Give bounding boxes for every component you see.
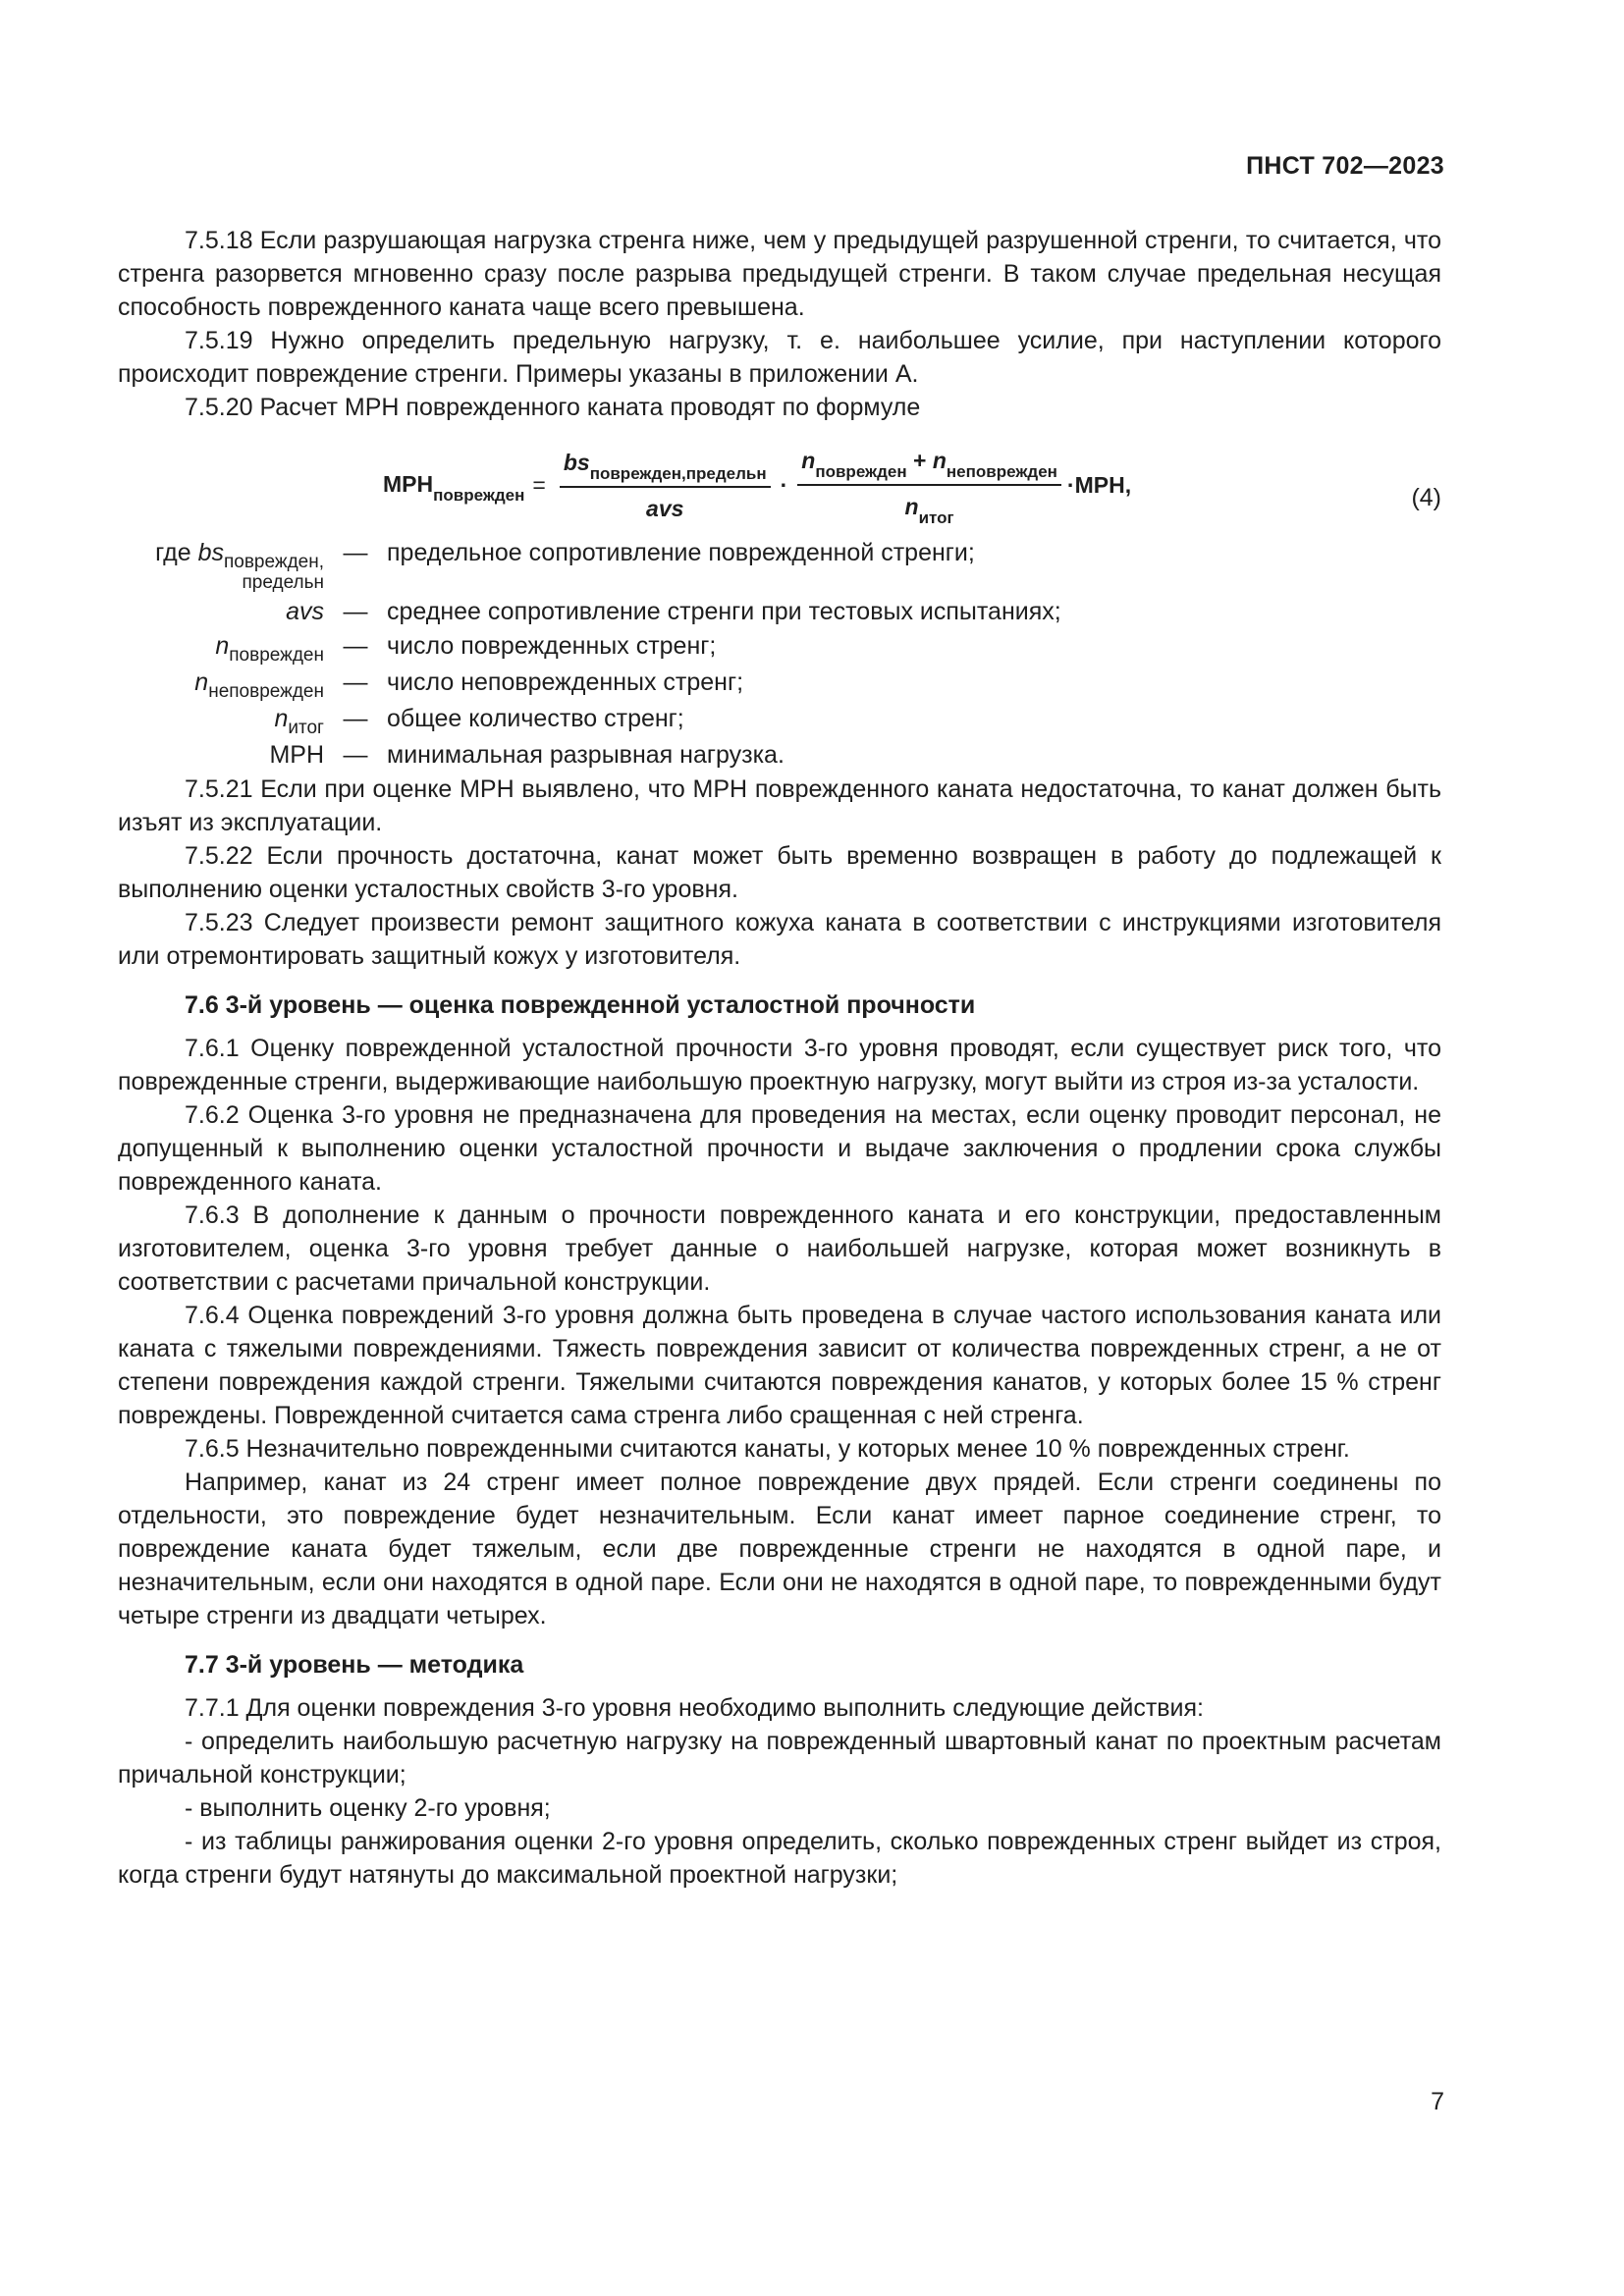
section-heading-7-7: 7.7 3-й уровень — методика xyxy=(185,1651,524,1679)
formula-tail: ·МРН, xyxy=(1066,472,1132,498)
formula-fraction-1: $\frac{bs_{поврежден,предельн}}{\text{avs}}$ xyxy=(560,446,771,525)
paragraph-7-6-2: 7.6.2 Оценка 3-го уровня не предназначена для проведения на местах, если оценку проводит персонал, не допущенный к выполнению оценки усталостной прочности и выдаче заключения о продлении срока службы поврежденного каната. xyxy=(118,1101,1441,1196)
legend-item: где $bs_{поврежден,}$ предельн — предельное сопротивление поврежденной стренги; xyxy=(155,539,975,593)
list-item: - выполнить оценку 2-го уровня; xyxy=(185,1794,551,1822)
legend-item: $n_{итог}$ — общее количество стренг; xyxy=(274,705,684,738)
paragraph-7-5-18: 7.5.18 Если разрушающая нагрузка стренга ниже, чем у предыдущей разрушенной стренги, то считается, что стренга разорвется мгновенно сразу после разрыва предыдущей стренги. В таком случае предельная несущая способность поврежденного каната чаще всего превышена. xyxy=(118,227,1441,321)
formula-legend xyxy=(118,536,1441,773)
formula-expression xyxy=(383,444,1131,526)
paragraph-7-6-4: 7.6.4 Оценка повреждений 3-го уровня должна быть проведена в случае частого использования каната или каната с тяжелыми повреждениями. Тяжесть повреждения зависит от количества поврежденных стренг, а не от степени повреждения каждой стренги. Тяжелыми считаются повреждения канатов, у которых более 15 % стренг повреждены. Поврежденной считается сама стренга либо сращенная с ней стренга. xyxy=(118,1302,1441,1429)
formula-equals: = xyxy=(532,472,546,498)
formula-number: (4) xyxy=(1411,484,1441,511)
paragraph-7-5-21: 7.5.21 Если при оценке МРН выявлено, что МРН поврежденного каната недостаточна, то канат должен быть изъят из эксплуатации. xyxy=(118,775,1441,836)
list-item: - из таблицы ранжирования оценки 2-го уровня определить, сколько поврежденных стренг выйдет из строя, когда стренги будут натянуты до максимальной проектной нагрузки; xyxy=(118,1828,1441,1889)
paragraph-example: Например, канат из 24 стренг имеет полное повреждение двух прядей. Если стренги соединены по отдельности, это повреждение будет незначительным. Если канат имеет парное соединение стренг, то повреждение каната будет тяжелым, если две поврежденные стренги не находятся в одной паре, и незначительным, если они находятся в одной паре. Если они не находятся в одной паре, то поврежденными будут четыре стренги из двадцати четырех. xyxy=(118,1468,1441,1629)
paragraph-7-5-19: 7.5.19 Нужно определить предельную нагрузку, т. е. наибольшее усилие, при наступлении которого происходит повреждение стренги. Примеры указаны в приложении А. xyxy=(118,327,1441,388)
paragraph-7-6-5: 7.6.5 Незначительно поврежденными считаются канаты, у которых менее 10 % поврежденных стренг. xyxy=(185,1435,1350,1463)
document-id: ПНСТ 702—2023 xyxy=(1246,152,1444,180)
paragraph-7-6-1: 7.6.1 Оценку поврежденной усталостной прочности 3-го уровня проводят, если существует риск того, что поврежденные стренги, выдерживающие наибольшую проектную нагрузку, могут выйти из строя из-за усталости. xyxy=(118,1035,1441,1095)
section-heading-7-6: 7.6 3-й уровень — оценка поврежденной усталостной прочности xyxy=(185,991,976,1019)
legend-item: $n_{неповрежден}$ — число неповрежденных стренг; xyxy=(194,668,744,702)
formula-dot: · xyxy=(780,472,788,498)
page-number: 7 xyxy=(1431,2088,1444,2115)
paragraph-7-5-23: 7.5.23 Следует произвести ремонт защитного кожуха каната в соответствии с инструкциями изготовителя или отремонтировать защитный кожух у изготовителя. xyxy=(118,909,1441,970)
legend-item: $n_{поврежден}$ — число поврежденных стренг; xyxy=(215,632,717,666)
formula-lhs: $МРН_{поврежден}$ xyxy=(383,470,525,505)
paragraph-7-7-1: 7.7.1 Для оценки повреждения 3-го уровня необходимо выполнить следующие действия: xyxy=(185,1694,1205,1722)
legend-item: МРН — минимальная разрывная нагрузка. xyxy=(269,741,785,769)
document-body xyxy=(118,224,1441,1892)
list-item: - определить наибольшую расчетную нагрузку на поврежденный швартовный канат по проектным расчетам причальной конструкции; xyxy=(118,1728,1441,1789)
formula-4 xyxy=(118,436,1441,536)
paragraph-7-5-22: 7.5.22 Если прочность достаточна, канат может быть временно возвращен в работу до подлежащей к выполнению оценки усталостных свойств 3-го уровня. xyxy=(118,842,1441,903)
paragraph-7-5-20: 7.5.20 Расчет МРН поврежденного каната проводят по формуле xyxy=(185,394,921,421)
formula-fraction-2: $\frac{n_{поврежден} + n_{неповрежден}}{n_{итог}}$ xyxy=(797,444,1061,526)
paragraph-7-6-3: 7.6.3 В дополнение к данным о прочности поврежденного каната и его конструкции, предоставленным изготовителем, оценка 3-го уровня требует данные о наибольшей нагрузке, которая может возникнуть в соответствии с расчетами причальной конструкции. xyxy=(118,1201,1441,1296)
legend-item: avs — среднее сопротивление стренги при тестовых испытаниях; xyxy=(286,598,1061,625)
